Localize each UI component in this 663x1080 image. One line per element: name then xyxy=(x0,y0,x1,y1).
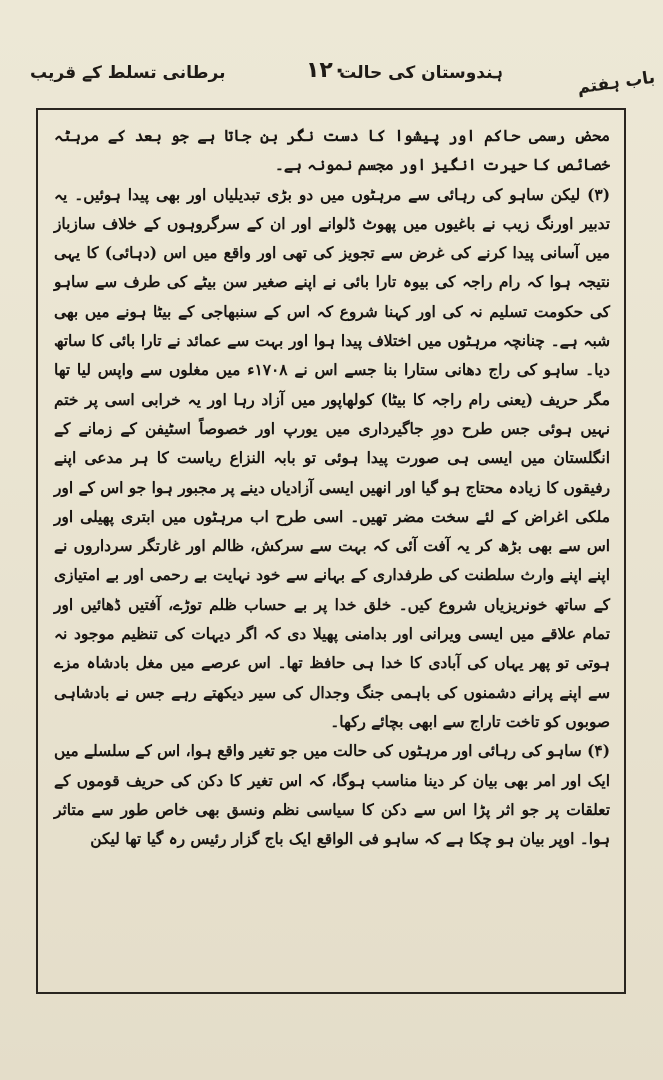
chapter-tag: باب ہفتم xyxy=(575,67,657,99)
paragraph-3: (۴) ساہو کی رہائی اور مرہٹوں کی حالت میں جو تغیر واقع ہوا، اس کے سلسلے میں ایک اور امر بھی بیان کر دینا مناسب ہوگا، کہ اس تغیر کا دکن کی حریف قوموں کے تعلقات پر جو اثر پڑا اس سے دکن کا سیاسی نظم ونسق بھی خاص طور سے متاثر ہوا۔ اوپر بیان ہو چکا ہے کہ ساہو فی الواقع ایک باج گزار رئیس رہ گیا تھا لیکن xyxy=(54,742,610,849)
paragraph-2: (۳) لیکن ساہو کی رہائی سے مرہٹوں میں دو بڑی تبدیلیاں اور بھی پیدا ہوئیں۔ یہ تدبیر اورنگ زیب نے باغیوں میں پھوٹ ڈلوانے اور ان کے سرگروہوں کے خلاف سازباز میں آسانی پیدا کرنے کی غرض سے تجویز کی تھی اور واقع میں اس (دہائی) کا یہی نتیجہ ہوا کہ رام راجہ کی بیوہ تارا بائی نے اپنے صغیر سن بیٹے کی طرف سے ساہو کی حکومت تسلیم نہ کی اور کہنا شروع کہ اس کے سنبھاجی کے بیٹا ہونے میں بھی شبہ ہے۔ چنانچہ مرہٹوں میں اختلاف پیدا ہوا اور بہت سے عمائد نے تارا بائی کا ساتھ دیا۔ ساہو کی راج دھانی ستارا بنا جسے اس نے ۱۷۰۸ء میں مغلوں سے واپس لیا تھا مگر حریف (یعنی رام راجہ کا بیٹا) کولھاپور میں آزاد رہا اور یہ خرابی اسی پر ختم نہیں ہوئی جس طرح دورِ جاگیرداری میں یورپ اور خصوصاً اسٹیفن کے زمانے کے انگلستان میں ایسی ہی صورت پیدا ہوئی تو بابہ النزاع ریاست کا ہر مدعی اپنے رفیقوں کا زیادہ محتاج ہو گیا اور انھیں ایسی آزادیاں دینے پر مجبور ہوا جو اس کے اور ملکی اغراض کے لئے سخت مضر تھیں۔ اسی طرح اب مرہٹوں میں ابتری پھیلی اور اس سے بھی بڑھ کر یہ آفت آئی کہ بہت سے سرکش، ظالم اور غارتگر سرداروں نے اپنے اپنے وارث سلطنت کی طرفداری کے بہانے سے خود نہایت بے رحمی اور بے امتیازی کے ساتھ خونریزیاں شروع کیں۔ خلق خدا پر بے حساب ظلم توڑے، آفتیں ڈھائیں اور تمام علاقے میں ایسی ویرانی اور بدامنی پھیلا دی کہ اگر دیہات کی تنظیم موجود نہ ہوتی تو پھر یہاں کی آبادی کا خدا ہی حافظ تھا۔ اس عرصے میں مغل بادشاہ مزے سے اپنے پرانے دشمنوں کی باہمی جنگ وجدال کی سیر دیکھتے رہے جس نے بادشاہی صوبوں کو تاخت تاراج سے ابھی بچائے رکھا۔ xyxy=(54,185,611,731)
header-section-title: برطانی تسلط کے قریب xyxy=(30,63,226,83)
running-header xyxy=(20,58,643,92)
header-book-title: ہندوستان کی حالت xyxy=(339,63,503,83)
page-number: ۱۲۰ xyxy=(306,58,347,83)
body-text xyxy=(54,122,610,984)
text-frame xyxy=(36,108,626,994)
paragraph-1: محض رسمی حاکم اور پیشوا کا دست نگر بن جاتا ہے جو بعد کے مرہٹہ خصائص کا حیرت انگیز اور مجسم نمونہ ہے۔ xyxy=(54,127,610,175)
